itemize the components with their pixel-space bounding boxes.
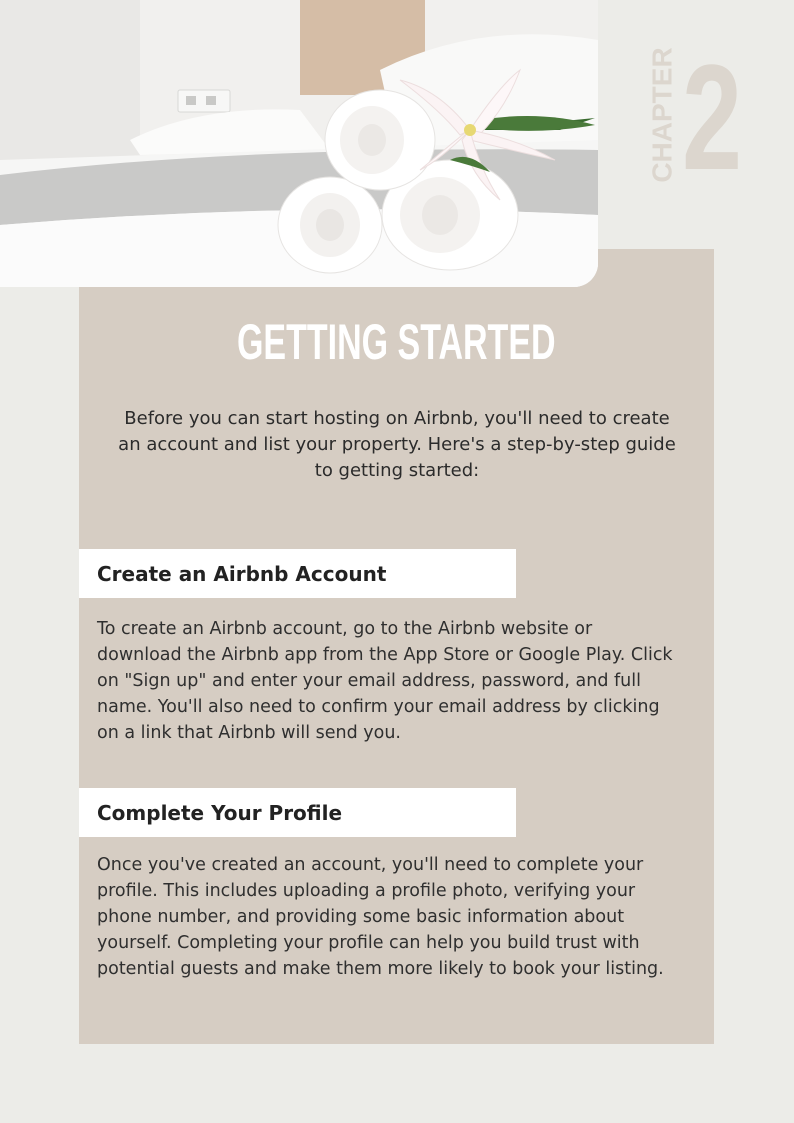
section-heading-account: Create an Airbnb Account bbox=[97, 561, 387, 586]
section-heading-bar-profile bbox=[79, 788, 516, 837]
hero-photo-towels-lily bbox=[0, 0, 598, 287]
section-body-profile: Once you've created an account, you'll need to complete your profile. This includes uploading a profile photo, verifying your phone number, and providing some basic information about yourself. Completing your profile can help you build trust with potential guests and make them more likely to book your listing. bbox=[97, 855, 664, 979]
page-title bbox=[79, 310, 714, 374]
chapter-number: 2 bbox=[682, 33, 743, 201]
chapter-label bbox=[646, 47, 680, 183]
section-heading-bar-account bbox=[79, 549, 516, 598]
chapter-word: CHAPTER bbox=[647, 47, 678, 183]
section-body-account: To create an Airbnb account, go to the Airbnb website or download the Airbnb app from the App Store or Google Play. Click on "Sign up" and enter your email address, password, and full name. You'll also need to confirm your email address by clicking on a link that Airbnb will send you. bbox=[97, 619, 673, 743]
intro-paragraph: Before you can start hosting on Airbnb, you'll need to create an account and list your property. Here's a step-by-step guide to getting started: bbox=[118, 408, 676, 481]
page-title-text: GETTING STARTED bbox=[237, 314, 556, 370]
section-heading-profile: Complete Your Profile bbox=[97, 800, 343, 825]
